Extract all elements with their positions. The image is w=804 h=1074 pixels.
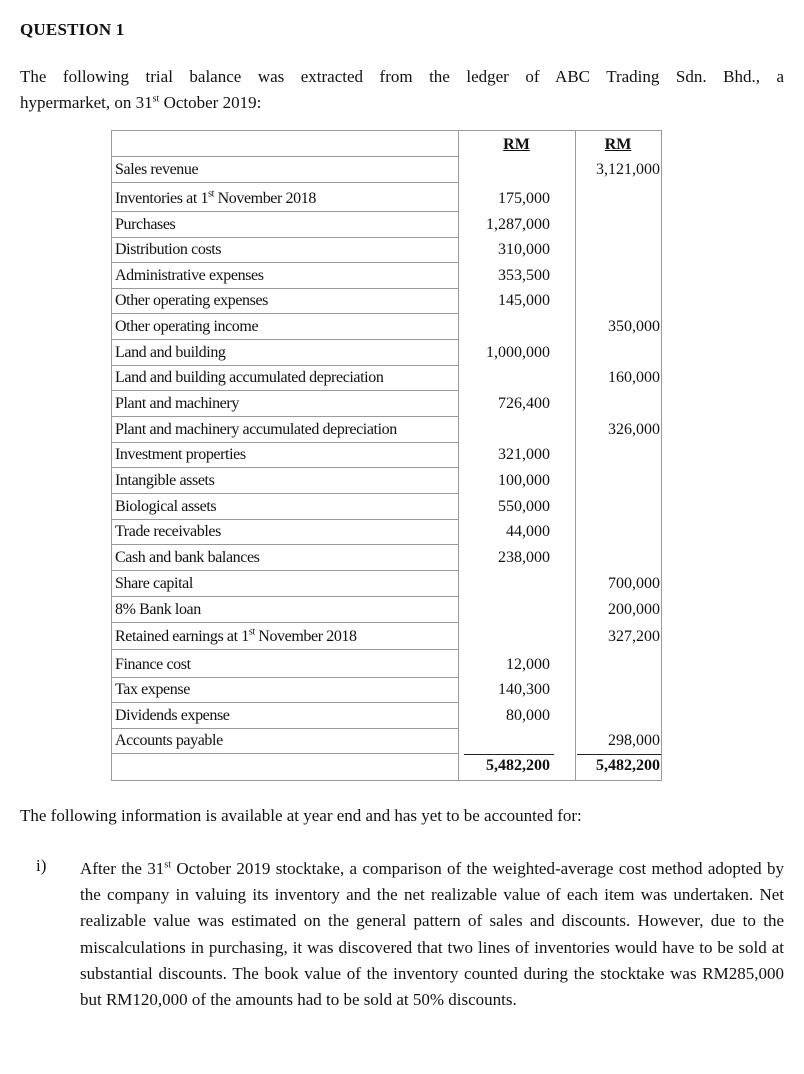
debit-amount: 550,000	[498, 498, 550, 515]
table-row	[111, 264, 662, 289]
credit-amount: 327,200	[608, 628, 660, 645]
table-row	[111, 495, 662, 520]
debit-amount: 145,000	[498, 292, 550, 309]
credit-amount: 160,000	[608, 369, 660, 386]
account-label: Plant and machinery accumulated depreciation	[115, 421, 397, 438]
total-debit: 5,482,200	[486, 757, 550, 774]
table-row	[111, 289, 662, 314]
table-row	[111, 678, 662, 703]
account-label: Plant and machinery	[115, 395, 239, 412]
account-label: Retained earnings at 1st November 2018	[115, 626, 357, 645]
account-label: Finance cost	[115, 656, 191, 673]
credit-column-header: RM	[604, 136, 632, 153]
intro-line-2: hypermarket, on 31st October 2019:	[20, 93, 262, 112]
table-row	[111, 187, 662, 212]
account-label: Other operating income	[115, 318, 259, 335]
item-number: i)	[36, 856, 47, 875]
credit-amount: 200,000	[608, 601, 660, 618]
account-label: Inventories at 1st November 2018	[115, 188, 316, 207]
table-row	[111, 238, 662, 263]
table-row	[111, 213, 662, 238]
debit-amount: 80,000	[506, 707, 550, 724]
intro-paragraph	[20, 64, 784, 116]
total-credit: 5,482,200	[596, 757, 660, 774]
debit-amount: 140,300	[498, 681, 550, 698]
question-heading: QUESTION 1	[20, 20, 125, 39]
account-label: Administrative expenses	[115, 267, 264, 284]
table-row	[111, 546, 662, 571]
additional-info-intro: The following information is available at year end and has yet to be accounted for:	[20, 806, 582, 825]
table-row	[111, 392, 662, 417]
table-row	[111, 598, 662, 623]
debit-amount: 1,000,000	[486, 344, 550, 361]
account-label: Other operating expenses	[115, 292, 269, 309]
account-label: Land and building	[115, 344, 226, 361]
table-row	[111, 469, 662, 494]
table-row	[111, 443, 662, 468]
item-text: After the 31st October 2019 stocktake, a comparison of the weighted-average cost method adopted by the company in valuing its inventory and the net realizable value of each item was undertaken. Net realizable value was estimated on the general pattern of sales and discounts. However, due to the miscalculations in purchasing, it was discovered that two lines of inventories would have to be sold at substantial discounts. The book value of the inventory counted during the stocktake was RM285,000 but RM120,000 of the amounts had to be sold at 50% discounts.	[80, 859, 784, 1010]
account-label: Accounts payable	[115, 732, 223, 749]
table-row	[111, 653, 662, 678]
debit-amount: 175,000	[498, 190, 550, 207]
account-label: Tax expense	[115, 681, 190, 698]
account-label: Cash and bank balances	[115, 549, 260, 566]
totals-row	[111, 754, 662, 779]
trial-balance-table	[111, 130, 662, 781]
account-label: Share capital	[115, 575, 193, 592]
debit-amount: 44,000	[506, 523, 550, 540]
credit-amount: 350,000	[608, 318, 660, 335]
account-label: Sales revenue	[115, 161, 199, 178]
debit-amount: 310,000	[498, 241, 550, 258]
table-row	[111, 729, 662, 754]
table-row	[111, 704, 662, 729]
debit-amount: 321,000	[498, 446, 550, 463]
debit-column-header: RM	[503, 136, 530, 153]
account-label: Distribution costs	[115, 241, 222, 258]
credit-amount: 326,000	[608, 421, 660, 438]
debit-amount: 12,000	[506, 656, 550, 673]
account-label: Intangible assets	[115, 472, 215, 489]
table-row	[111, 366, 662, 391]
account-label: Biological assets	[115, 498, 217, 515]
credit-amount: 3,121,000	[596, 161, 660, 178]
table-row	[111, 520, 662, 545]
debit-amount: 238,000	[498, 549, 550, 566]
debit-amount: 100,000	[498, 472, 550, 489]
table-row	[111, 418, 662, 443]
account-label: Investment properties	[115, 446, 246, 463]
table-row	[111, 572, 662, 597]
account-label: Trade receivables	[115, 523, 221, 540]
account-label: Dividends expense	[115, 707, 230, 724]
table-row	[111, 315, 662, 340]
credit-amount: 700,000	[608, 575, 660, 592]
intro-line-1: The following trial balance was extracted from the ledger of ABC Trading Sdn. Bhd., a	[20, 67, 784, 86]
debit-amount: 726,400	[498, 395, 550, 412]
account-label: Land and building accumulated depreciation	[115, 369, 384, 386]
table-row	[111, 625, 662, 650]
debit-amount: 1,287,000	[486, 216, 550, 233]
account-label: 8% Bank loan	[115, 601, 201, 618]
table-row	[111, 158, 662, 183]
debit-amount: 353,500	[498, 267, 550, 284]
account-label: Purchases	[115, 216, 176, 233]
table-row	[111, 341, 662, 366]
credit-amount: 298,000	[608, 732, 660, 749]
